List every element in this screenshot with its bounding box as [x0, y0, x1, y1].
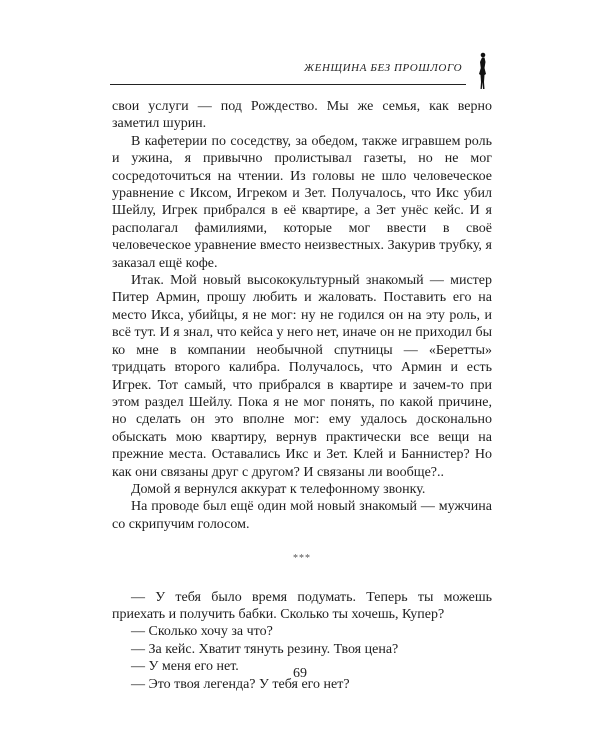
main-text: [112, 98, 492, 693]
woman-silhouette-icon: [474, 52, 490, 90]
page-number: 69: [293, 666, 307, 681]
dialogue-line: — За кейс. Хватит тянуть резину. Твоя цена?: [131, 641, 399, 657]
section-break: ***: [293, 553, 311, 565]
paragraph: свои услуги — под Рождество. Мы же семья, как верно заметил шурин.: [112, 99, 492, 132]
paragraph: Итак. Мой новый высококультурный знакомый — мистер Питер Армин, прошу любить и жаловать. Поставить его на место Икса, убийцы, я не мог: ну не годился он на эту роль, и всё тут. И я знал, что кейса у него нет, иначе он не приходил бы ко мне в компании необычной спутницы — «Беретты» тридцать второго калибра. Получалось, что Армин и есть Игрек. Тот самый, что прибрался в квартире и зачем-то при этом раздел Шейлу. Пока я не мог понять, по какой причине, но сделать он это вполне мог: ему удалось досконально обыскать мою квартиру, вернув практически все вещи на прежние места. Оставались Икс и Зет. Клей и Баннистер? Но как они связаны друг с другом? И связаны ли вообще?..: [112, 273, 492, 480]
dialogue-line: — Сколько хочу за что?: [131, 624, 273, 640]
dialogue-line: — Это твоя легенда? У тебя его нет?: [131, 676, 350, 692]
header-rule: [110, 84, 466, 85]
dialogue-line: — У тебя было время подумать. Теперь ты можешь приехать и получить бабки. Сколько ты хочешь, Купер?: [112, 589, 492, 622]
running-head-title: ЖЕНЩИНА БЕЗ ПРОШЛОГО: [304, 62, 463, 74]
paragraph: На проводе был ещё один мой новый знакомый — мужчина со скрипучим голосом.: [112, 499, 492, 532]
paragraph: Домой я вернулся аккурат к телефонному звонку.: [131, 481, 426, 497]
dialogue-line: — У меня его нет.: [131, 659, 239, 675]
paragraph: В кафетерии по соседству, за обедом, также игравшем роль и ужина, я привычно пролистывал газеты, но не мог сосредоточиться на чтении. Из головы не шло человеческое уравнение с Иксом, Игреком и Зет. Получалось, что Икс убил Шейлу, Игрек прибрался в её квартире, а Зет унёс кейс. И я располагал фамилиями, которые мог ввести в своё человеческое уравнение вместо неизвестных. Закурив трубку, я заказал ещё кофе.: [112, 133, 492, 271]
